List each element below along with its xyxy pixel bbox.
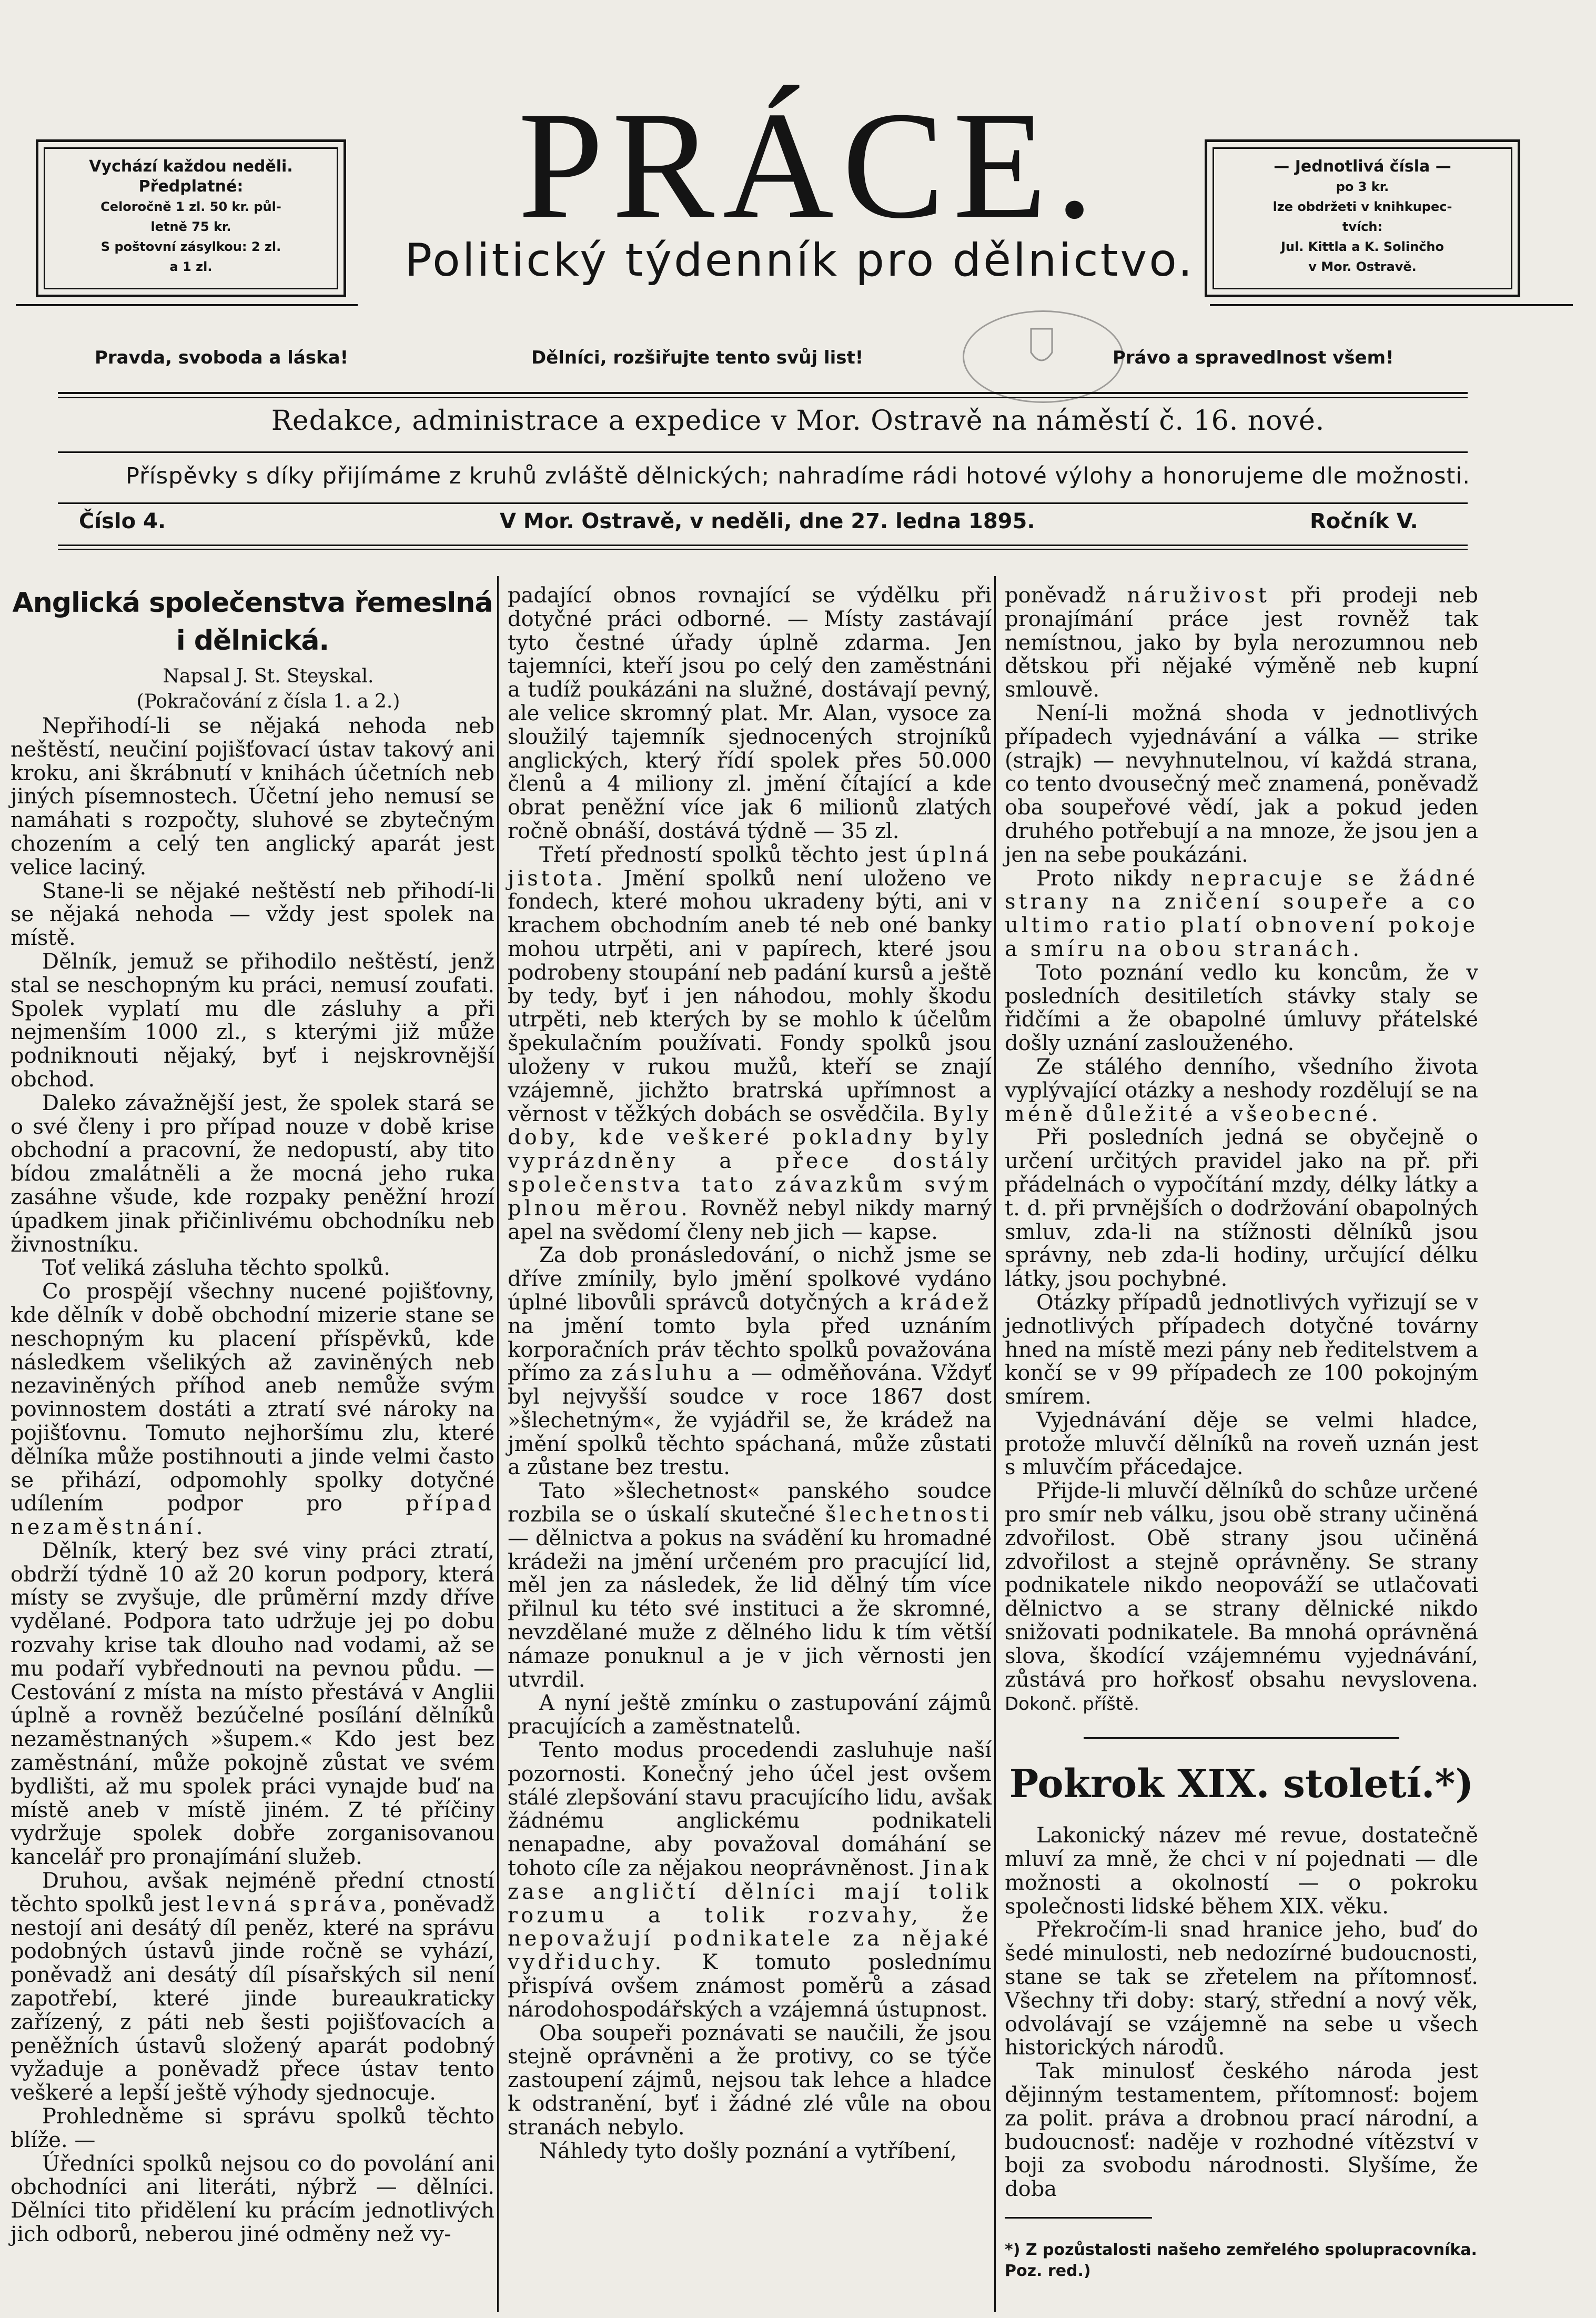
article-paragraph: Daleko závažnější jest, že spolek stará se o své členy i pro případ nouze v době krise obchodní a pracovní, že nedopustí, aby tito bídou zmalátněli a že mocná jeho ruka zasáhne všude, kde rozpaky peněžní hrozí úpadkem jinak přičinlivému obchodníku neb živnostníku. <box>11 1091 494 1257</box>
text-run: poněvadž <box>1005 583 1127 608</box>
article-paragraph: Oba soupeři poznávati se naučili, že jsou stejně oprávněni a že protivy, co se týče zastoupení zájmů, nejsou tak lehce a hladce k odstranění, byť i žádné zlé vůle na obou stranách nebylo. <box>508 2021 992 2140</box>
to-be-continued: Dokonč. příště. <box>1005 1694 1139 1715</box>
article-paragraph: Dělník, jemuž se přihodilo neštěstí, jenž stal se neschopným ku práci, nemusí zoufati. Spolek vyplatí mu dle zásluhy a při nejmenším 1000 zl., s kterými již může podniknouti nějaký, byť i nejskrovnější obchod. <box>11 949 494 1092</box>
article-paragraph <box>508 1479 992 1691</box>
text-run: Druhou, avšak nejméně přední ctností těchto spolků jest <box>11 1869 494 1917</box>
column-rule-1 <box>497 576 499 2312</box>
subscription-label: Předplatné: <box>138 177 244 196</box>
subscription-price-half: letně 75 kr. <box>150 219 231 234</box>
text-run: Co prospějí všechny nucené pojišťovny, kde dělník v době obchodní mizerie stane se neschopným ku placení příspěvků, kde následkem všelikých až zaviněných neb nezaviněných příhod aneb nemůže svým povinnostem dostáti a ztratí své nároky na pojišťovnu. Tomuto nejhoršímu zlu, které dělníka může postihnouti a jinde velmi často se přihází, odpomohly spolky dotyčné udílením podpor pro <box>11 1279 494 1516</box>
column-1 <box>11 584 494 2246</box>
text-run: . Jmění spolků není uloženo ve fondech, které mohou ukradeny býti, ani v krachem obchodním aneb té neb oné banky mohou utrpěti, ani v papírech, které jsou podrobeny stoupání neb padání kursů a ještě by tedy, byť i jen náhodou, mohly škodu utrpěti, neb kterých by se mohlo k účelům špekulačním používati. Fondy spolků jsou uloženy v rukou mužů, kteří se znají vzájemně, jichžto bratrská upřímnost a věrnost v těžkých dobách se osvědčila. <box>508 866 992 1126</box>
article-paragraph <box>508 843 992 1244</box>
article-paragraph <box>508 1244 992 1479</box>
text-run: Tato »šlechetnost« panského soudce rozbila se o úskalí skutečné <box>508 1479 992 1527</box>
spaced-text: krádež <box>900 1290 992 1315</box>
spaced-text: úplná jistota <box>508 842 992 891</box>
column-rule-2 <box>994 576 996 2312</box>
text-run: , poněvadž nestojí ani desátý díl peněz, které na správu podobných ústavů jinde ročně se vyhází, poněvadž ani desátý díl písařských sil není zapotřebí, které jinde bureaukraticky zařízený, z páti neb šesti pojišťovacích a peněžních ústavů složený aparát podobný vyžaduje a poněvadž přece ústav tento veškeré a lepší ještě výhody sjednocuje. <box>11 1892 494 2105</box>
footnote: *) Z pozůstalosti našeho zemřelého spolupracovníka. Poz. red.) <box>1005 2241 1477 2280</box>
subscription-postal: S poštovní zásylkou: 2 zl. <box>100 239 281 254</box>
article-paragraph: Toť veliká zásluha těchto spolků. <box>42 1256 390 1281</box>
single-issue-city: v Mor. Ostravě. <box>1308 259 1417 274</box>
spaced-text: zásluhu a <box>611 1361 743 1386</box>
issue-date: V Mor. Ostravě, v neděli, dne 27. ledna 1895. <box>500 509 1035 533</box>
motto-right: Právo a spravedlnost všem! <box>1113 347 1394 368</box>
footnote-rule <box>1005 2217 1152 2219</box>
spaced-text: Jinak zase angličtí dělníci mají tolik rozumu a tolik rozvahy, že nepovažují podnikatele za nějaké vydřiduchy. <box>508 1856 992 1975</box>
text-run: Přijde-li mluvčí dělníků do schůze určené pro smír neb válku, jsou obě strany učiněná zdvořilost. Obě strany jsou učiněná zdvořilost a stejně oprávněny. Se strany podnikatele nikdo neopováží se utlačovati dělnictvo a se strany dělnické nikdo snižovati podnikatele. Ba mnohá oprávněná slova, škodící vzájemnému vyjednávání, zůstává pro hořkosť obsahu nevyslovena. <box>1005 1479 1478 1692</box>
motto-left: Pravda, svoboda a láska! <box>95 347 349 368</box>
text-run: Proto nikdy <box>1036 866 1191 891</box>
article-paragraph <box>1005 1055 1478 1126</box>
article-paragraph <box>11 1869 494 2105</box>
subscription-box-inner <box>44 147 338 289</box>
article-paragraph: Stane-li se nějaké neštěstí neb přihodí-li se nějaká nehoda — vždy jest spolek na místě. <box>11 879 494 951</box>
article-paragraph: Úředníci spolků nejsou co do povolání ani obchodníci ani literáti, nýbrž — dělníci. Dělníci tito přidělení ku prácím jednotlivých jich odborů, neberou jiné odměny než vy- <box>11 2151 494 2246</box>
spaced-text: nepracuje se žádné strany na zničení soupeře a co ultimo ratio platí obnovení pokoje a smíru na obou stranách. <box>1005 866 1478 961</box>
motto-center: Dělníci, rozšiřujte tento svůj list! <box>531 347 864 368</box>
spaced-text: Byly doby, kde veškeré pokladny byly vyprázdněny a přece dostály společenstva tato závazkům svým plnou měrou. <box>508 1102 992 1221</box>
editorial-address: Redakce, administrace a expedice v Mor. Ostravě na náměstí č. 16. nové. <box>271 405 1325 437</box>
subscription-box <box>36 139 346 297</box>
rule-4 <box>58 545 1468 546</box>
spaced-text: náruživost <box>1127 583 1270 608</box>
article-paragraph <box>1005 1479 1478 1716</box>
single-issue-label: — Jednotlivá čísla — <box>1274 157 1451 176</box>
single-issue-where: lze obdržeti v knihkupec- <box>1272 199 1452 214</box>
single-issue-where-2: tvích: <box>1342 219 1383 234</box>
text-run: K tomuto poslednímu přispívá ovšem známost poměrů a zásad národohospodářských a vzájemná ústupnost. <box>508 1950 992 2022</box>
article-paragraph: Nepřihodí-li se nějaká nehoda neb neštěstí, neučiní pojišťovací ústav takový ani kroku, ani škrábnutí v knihách účetních neb jiných písemnostech. Účetní jeho nemusí se namáhati s rozpočty, sluhové se zbytečným chozením a celý ten anglický aparát jest velice laciný. <box>11 714 494 880</box>
article-paragraph: Není-li možná shoda v jednotlivých případech vyjednávání a válka — strike (strajk) — nevyhnutelnou, ví každá strana, co tento dvousečný meč znamená, poněvadž oba soupeřové vědí, jak a pokud jeden druhého potřebují a na mnoze, že jsou jen a jen na sebe poukázáni. <box>1005 701 1478 867</box>
article-paragraph: Toto poznání vedlo ku koncům, že v posledních desitiletích stávky staly se řidčími a že obapolné úmluvy přátelské došly uznání zaslouženého. <box>1005 960 1478 1056</box>
text-run: při prodeji neb pronajímání práce jest rovněž tak nemístnou, jako by byla nerozumnou neb dětskou při nějaké výměně neb kupní smlouvě. <box>1005 583 1478 702</box>
article-paragraph: Otázky případů jednotlivých vyřizují se v jednotlivých případech dotyčné továrny hned na místě mezi pány neb ředitelstvem a končí se v 99 případech ze 100 pokojným smírem. <box>1005 1290 1478 1409</box>
rule-1 <box>58 392 1468 394</box>
rule-2 <box>58 451 1468 453</box>
text-run: na jmění tomto byla před uznáním korporačních práv těchto spolků považována přímo za <box>508 1314 992 1386</box>
second-article-title: Pokrok XIX. století.*) <box>1009 1761 1474 1807</box>
text-run: Tento modus procedendi zasluhuje naší pozornosti. Konečný jeho účel jest ovšem stálé zlepšování stavu pracujícího lidu, avšak žádnému anglickému podnikateli nenapadne, aby považoval domáhání se tohoto cíle za nějakou neoprávněnost. <box>508 1738 992 1881</box>
single-issue-shops: Jul. Kittla a K. Solinčho <box>1281 239 1444 254</box>
article-paragraph <box>1005 867 1478 961</box>
subscription-price-yearly: Celoročně 1 zl. 50 kr. půl- <box>100 199 281 214</box>
spaced-text: šlechetnosti <box>825 1503 992 1527</box>
rule-1b <box>58 397 1468 398</box>
article-paragraph: Prohledněme si správu spolků těchto blíže. — <box>11 2104 494 2152</box>
text-run: Ze stálého denního, všedního života vyplývající otázky a neshody rozdělují se na <box>1005 1054 1478 1103</box>
article-paragraph: Při posledních jedná se obyčejně o určení určitých pravidel jako na př. při přádelnách o vypočítání mzdy, délky látky a t. d. při prvnějších o dodržování obapolných smluv, zda-li na stížnosti dělníků jsou správny, neb zda-li hodiny, určující délku látky, jsou pochybné. <box>1005 1125 1478 1292</box>
column-3 <box>1005 584 1478 2282</box>
text-run: Třetí předností spolků těchto jest <box>539 842 916 867</box>
issue-number: Číslo 4. <box>79 509 166 533</box>
spaced-text: méně důležité a všeobecné. <box>1005 1102 1381 1126</box>
spaced-text: případ nezaměstnání. <box>11 1491 494 1540</box>
header-rule-left <box>16 304 358 306</box>
text-run: — dělnictva a pokus na svádění ku hromadné krádeži na jmění určeném pro pracující lid, měl jen za následek, že lid dělný tím více přilnul ku této své instituci a že skromné, nevzdělané muže z dělného lidu k tím větší námaze ponuknul a je v jich věrnosti jen utvrdil. <box>508 1526 992 1692</box>
article-paragraph: Tak minulosť českého národa jest dějinným testamentem, přítomnosť: bojem za polit. práva a drobnou prací národní, a budoucnosť: naděje v rozhodné vítězství v boji za svobodu národnosti. Slyšíme, že doba <box>1005 2059 1478 2202</box>
contributions-note: Příspěvky s díky přijímáme z kruhů zvláště dělnických; nahradíme rádi hotové výlohy a honorujeme dle možnosti. <box>125 463 1471 489</box>
article-paragraph: A nyní ještě zmínku o zastupování zájmů pracujících a zaměstnatelů. <box>508 1691 992 1739</box>
article-paragraph <box>508 1739 992 2022</box>
article-paragraph <box>1005 584 1478 702</box>
issue-volume: Ročník V. <box>1310 509 1418 533</box>
section-divider <box>1084 1737 1399 1739</box>
rule-3 <box>58 502 1468 504</box>
single-issue-box-inner <box>1213 147 1512 289</box>
text-run: Rovněž nebyl nikdy marný apel na svědomí členy neb jich — kapse. <box>508 1196 992 1244</box>
rule-4b <box>58 549 1468 550</box>
article-continuation: (Pokračování z čísla 1. a 2.) <box>136 691 400 712</box>
text-run: Za dob pronásledování, o nichž jsme se dříve zmínily, bylo jmění spolkové vydáno úplné libovůli správců dotyčných a <box>508 1243 992 1315</box>
single-issue-price: po 3 kr. <box>1336 179 1389 194</box>
article-paragraph: Překročím-li snad hranice jeho, buď do šedé minulosti, neb nedozírné budoucnosti, stane se tak se zřetelem na přítomnosť. Všechny tři doby: starý, střední a nový věk, odvolávají se vzájemně na sebe u všech historických národů. <box>1005 1918 1478 2060</box>
masthead-title: PRÁCE. <box>518 80 1103 250</box>
article-paragraph: Náhledy tyto došly poznání a vytříbení, <box>539 2139 957 2163</box>
masthead-subtitle: Politický týdenník pro dělnictvo. <box>405 234 1195 287</box>
article-paragraph: Lakonický název mé revue, dostatečně mluví za mně, že chci v ní pojednati — dle možnosti a okolností — o pokroku společnosti lidské během XIX. věku. <box>1005 1823 1478 1919</box>
article-title: Anglická společenstva řemeslná i dělnická. <box>12 587 493 657</box>
article-paragraph: Vyjednávání děje se velmi hladce, protože mluvčí dělníků na roveň uznán jest s mluvčím přácedajce. <box>1005 1408 1478 1480</box>
subscription-postal-half: a 1 zl. <box>169 259 213 274</box>
article-byline: Napsal J. St. Steyskal. <box>163 666 374 687</box>
text-run: — odměňována. Vždyť byl nejvyšší soudce v roce 1867 dost »šlechetným«, že vyjádřil se, že krádež na jmění spolků těchto spáchaná, může zůstati a zůstane bez trestu. <box>508 1361 992 1480</box>
spaced-text: levná správa <box>206 1892 380 1917</box>
article-paragraph: Dělník, který bez své viny práci ztratí, obdrží týdně 10 až 20 korun podpory, která místy se zvyšuje, dle průměrní mzdy dříve vydělané. Podpora tato udržuje jej po dobu rozvahy krise tak dlouho nad vodami, až se mu podaří vybřednouti na pevnou půdu. — Cestování z místa na místo přestává v Anglii úplně a rovněž bezúčelné posílání dělníků nezaměstnaných »šupem.« Kdo jest bez zaměstnání, může pokojně zůstat ve svém bydlišti, až mu spolek práci vynajde buď na místě aneb v místě jiném. Z té příčiny vydržuje spolek dobře zorganisovanou kancelář pro pronajímání služeb. <box>11 1538 494 1870</box>
header-rule-right <box>1210 304 1573 306</box>
stamp-emblem-icon <box>1026 324 1057 371</box>
article-paragraph <box>11 1280 494 1539</box>
single-issue-box <box>1205 139 1520 297</box>
publication-frequency: Vychází každou neděli. <box>89 157 293 176</box>
article-paragraph: padající obnos rovnající se výdělku při dotyčné práci odborné. — Místy zastávají tyto čestné úřady úplně zdarma. Jen tajemníci, kteří jsou po celý den zaměstnáni a tudíž poukázáni na služné, dostávají pevný, ale velice skromný plat. Mr. Alan, vysoce za sloužilý tajemník sjednocených strojníků anglických, který řídí spolek přes 50.000 členů a 4 miliony zl. jmění čítající a kde obrat peněžní více jak 6 milionů zlatých ročně obnáší, dostává týdně — 35 zl. <box>508 583 992 843</box>
column-2 <box>508 584 992 2163</box>
